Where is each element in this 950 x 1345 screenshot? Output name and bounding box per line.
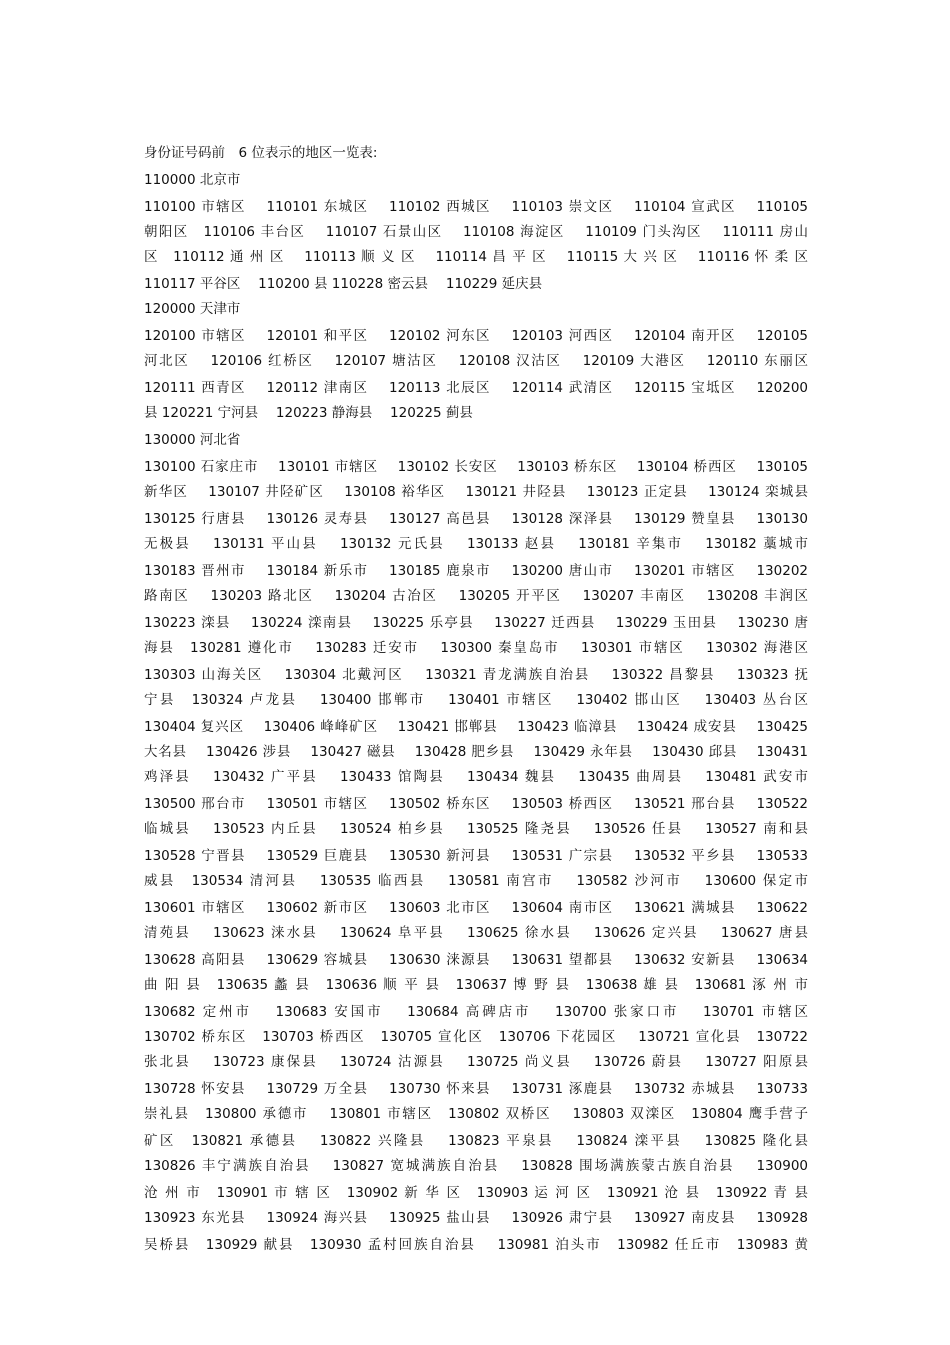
text-line: 威县 130534 清河县 130535 临西县 130581 南宫市 130582 沙河市 130600 保定市 [144,873,808,889]
region-heading-tianjin: 120000 天津市 [144,301,241,317]
text-line: 海县 130281 遵化市 130283 迁安市 130300 秦皇岛市 130301 市辖区 130302 海港区 [144,640,808,656]
text-line: 130125 行唐县 130126 灵寿县 130127 高邑县 130128 深泽县 130129 赞皇县 130130 [144,511,808,527]
text-line: 130923 东光县 130924 海兴县 130925 盐山县 130926 肃宁县 130927 南皮县 130928 [144,1210,808,1226]
text-line: 曲 阳 县 130635 蠡 县 130636 顺 平 县 130637 博 野 县 130638 雄 县 130681 涿 州 市 [144,977,808,993]
text-line: 130528 宁晋县 130529 巨鹿县 130530 新河县 130531 广宗县 130532 平乡县 130533 [144,848,808,864]
text-line: 130728 怀安县 130729 万全县 130730 怀来县 130731 涿鹿县 130732 赤城县 130733 [144,1081,808,1097]
text-line: 130500 邢台市 130501 市辖区 130502 桥东区 130503 桥西区 130521 邢台县 130522 [144,796,808,812]
text-line: 120100 市辖区 120101 和平区 120102 河东区 120103 河西区 120104 南开区 120105 [144,328,808,344]
region-heading-hebei: 130000 河北省 [144,432,241,448]
text-line: 110117 平谷区 110200 县 110228 密云县 110229 延庆县 [144,276,543,292]
text-line: 130183 晋州市 130184 新乐市 130185 鹿泉市 130200 唐山市 130201 市辖区 130202 [144,563,808,579]
text-line: 130223 滦县 130224 滦南县 130225 乐亭县 130227 迁西县 130229 玉田县 130230 唐 [144,615,808,631]
text-line: 110100 市辖区 110101 东城区 110102 西城区 110103 崇文区 110104 宣武区 110105 [144,199,808,215]
text-line: 130100 石家庄市 130101 市辖区 130102 长安区 130103 桥东区 130104 桥西区 130105 [144,459,808,475]
text-line: 吴桥县 130929 献县 130930 孟村回族自治县 130981 泊头市 130982 任丘市 130983 黄 [144,1237,808,1253]
text-line: 鸡泽县 130432 广平县 130433 馆陶县 130434 魏县 130435 曲周县 130481 武安市 [144,769,808,785]
text-line: 130628 高阳县 130629 容城县 130630 涞源县 130631 望都县 130632 安新县 130634 [144,952,808,968]
text-line: 临城县 130523 内丘县 130524 柏乡县 130525 隆尧县 130526 任县 130527 南和县 [144,821,808,837]
text-line: 130404 复兴区 130406 峰峰矿区 130421 邯郸县 130423 临漳县 130424 成安县 130425 [144,719,808,735]
document-body [144,142,808,1259]
text-line: 130826 丰宁满族自治县 130827 宽城满族自治县 130828 围场满族蒙古族自治县 130900 [144,1158,808,1174]
text-line: 新华区 130107 井陉矿区 130108 裕华区 130121 井陉县 130123 正定县 130124 栾城县 [144,484,808,500]
text-line: 130682 定州市 130683 安国市 130684 高碑店市 130700 张家口市 130701 市辖区 [144,1004,808,1020]
text-line: 县 120221 宁河县 120223 静海县 120225 蓟县 [144,405,473,421]
text-line: 区 110112 通 州 区 110113 顺 义 区 110114 昌 平 区 110115 大 兴 区 110116 怀 柔 区 [144,249,808,265]
region-heading-beijing: 110000 北京市 [144,172,241,188]
text-line: 矿区 130821 承德县 130822 兴隆县 130823 平泉县 130824 滦平县 130825 隆化县 [144,1133,808,1149]
text-line: 130601 市辖区 130602 新市区 130603 北市区 130604 南市区 130621 满城县 130622 [144,900,808,916]
text-line: 河北区 120106 红桥区 120107 塘沽区 120108 汉沽区 120109 大港区 120110 东丽区 [144,353,808,369]
text-line: 宁县 130324 卢龙县 130400 邯郸市 130401 市辖区 130402 邯山区 130403 丛台区 [144,692,808,708]
text-line: 朝阳区 110106 丰台区 110107 石景山区 110108 海淀区 110109 门头沟区 110111 房山 [144,224,808,240]
text-line: 120111 西青区 120112 津南区 120113 北辰区 120114 武清区 120115 宝坻区 120200 [144,380,808,396]
text-line: 130702 桥东区 130703 桥西区 130705 宣化区 130706 下花园区 130721 宣化县 130722 [144,1029,808,1045]
text-line: 130303 山海关区 130304 北戴河区 130321 青龙满族自治县 130322 昌黎县 130323 抚 [144,667,808,683]
text-line: 清苑县 130623 涞水县 130624 阜平县 130625 徐水县 130626 定兴县 130627 唐县 [144,925,808,941]
document-title: 身份证号码前 6 位表示的地区一览表: [144,145,378,161]
text-line: 沧 州 市 130901 市 辖 区 130902 新 华 区 130903 运 河 区 130921 沧 县 130922 青 县 [144,1185,808,1201]
text-line: 崇礼县 130800 承德市 130801 市辖区 130802 双桥区 130803 双滦区 130804 鹰手营子 [144,1106,808,1122]
text-line: 路南区 130203 路北区 130204 古冶区 130205 开平区 130207 丰南区 130208 丰润区 [144,588,808,604]
text-line: 张北县 130723 康保县 130724 沽源县 130725 尚义县 130726 蔚县 130727 阳原县 [144,1054,808,1070]
text-line: 无极县 130131 平山县 130132 元氏县 130133 赵县 130181 辛集市 130182 藁城市 [144,536,808,552]
text-line: 大名县 130426 涉县 130427 磁县 130428 肥乡县 130429 永年县 130430 邱县 130431 [144,744,808,760]
